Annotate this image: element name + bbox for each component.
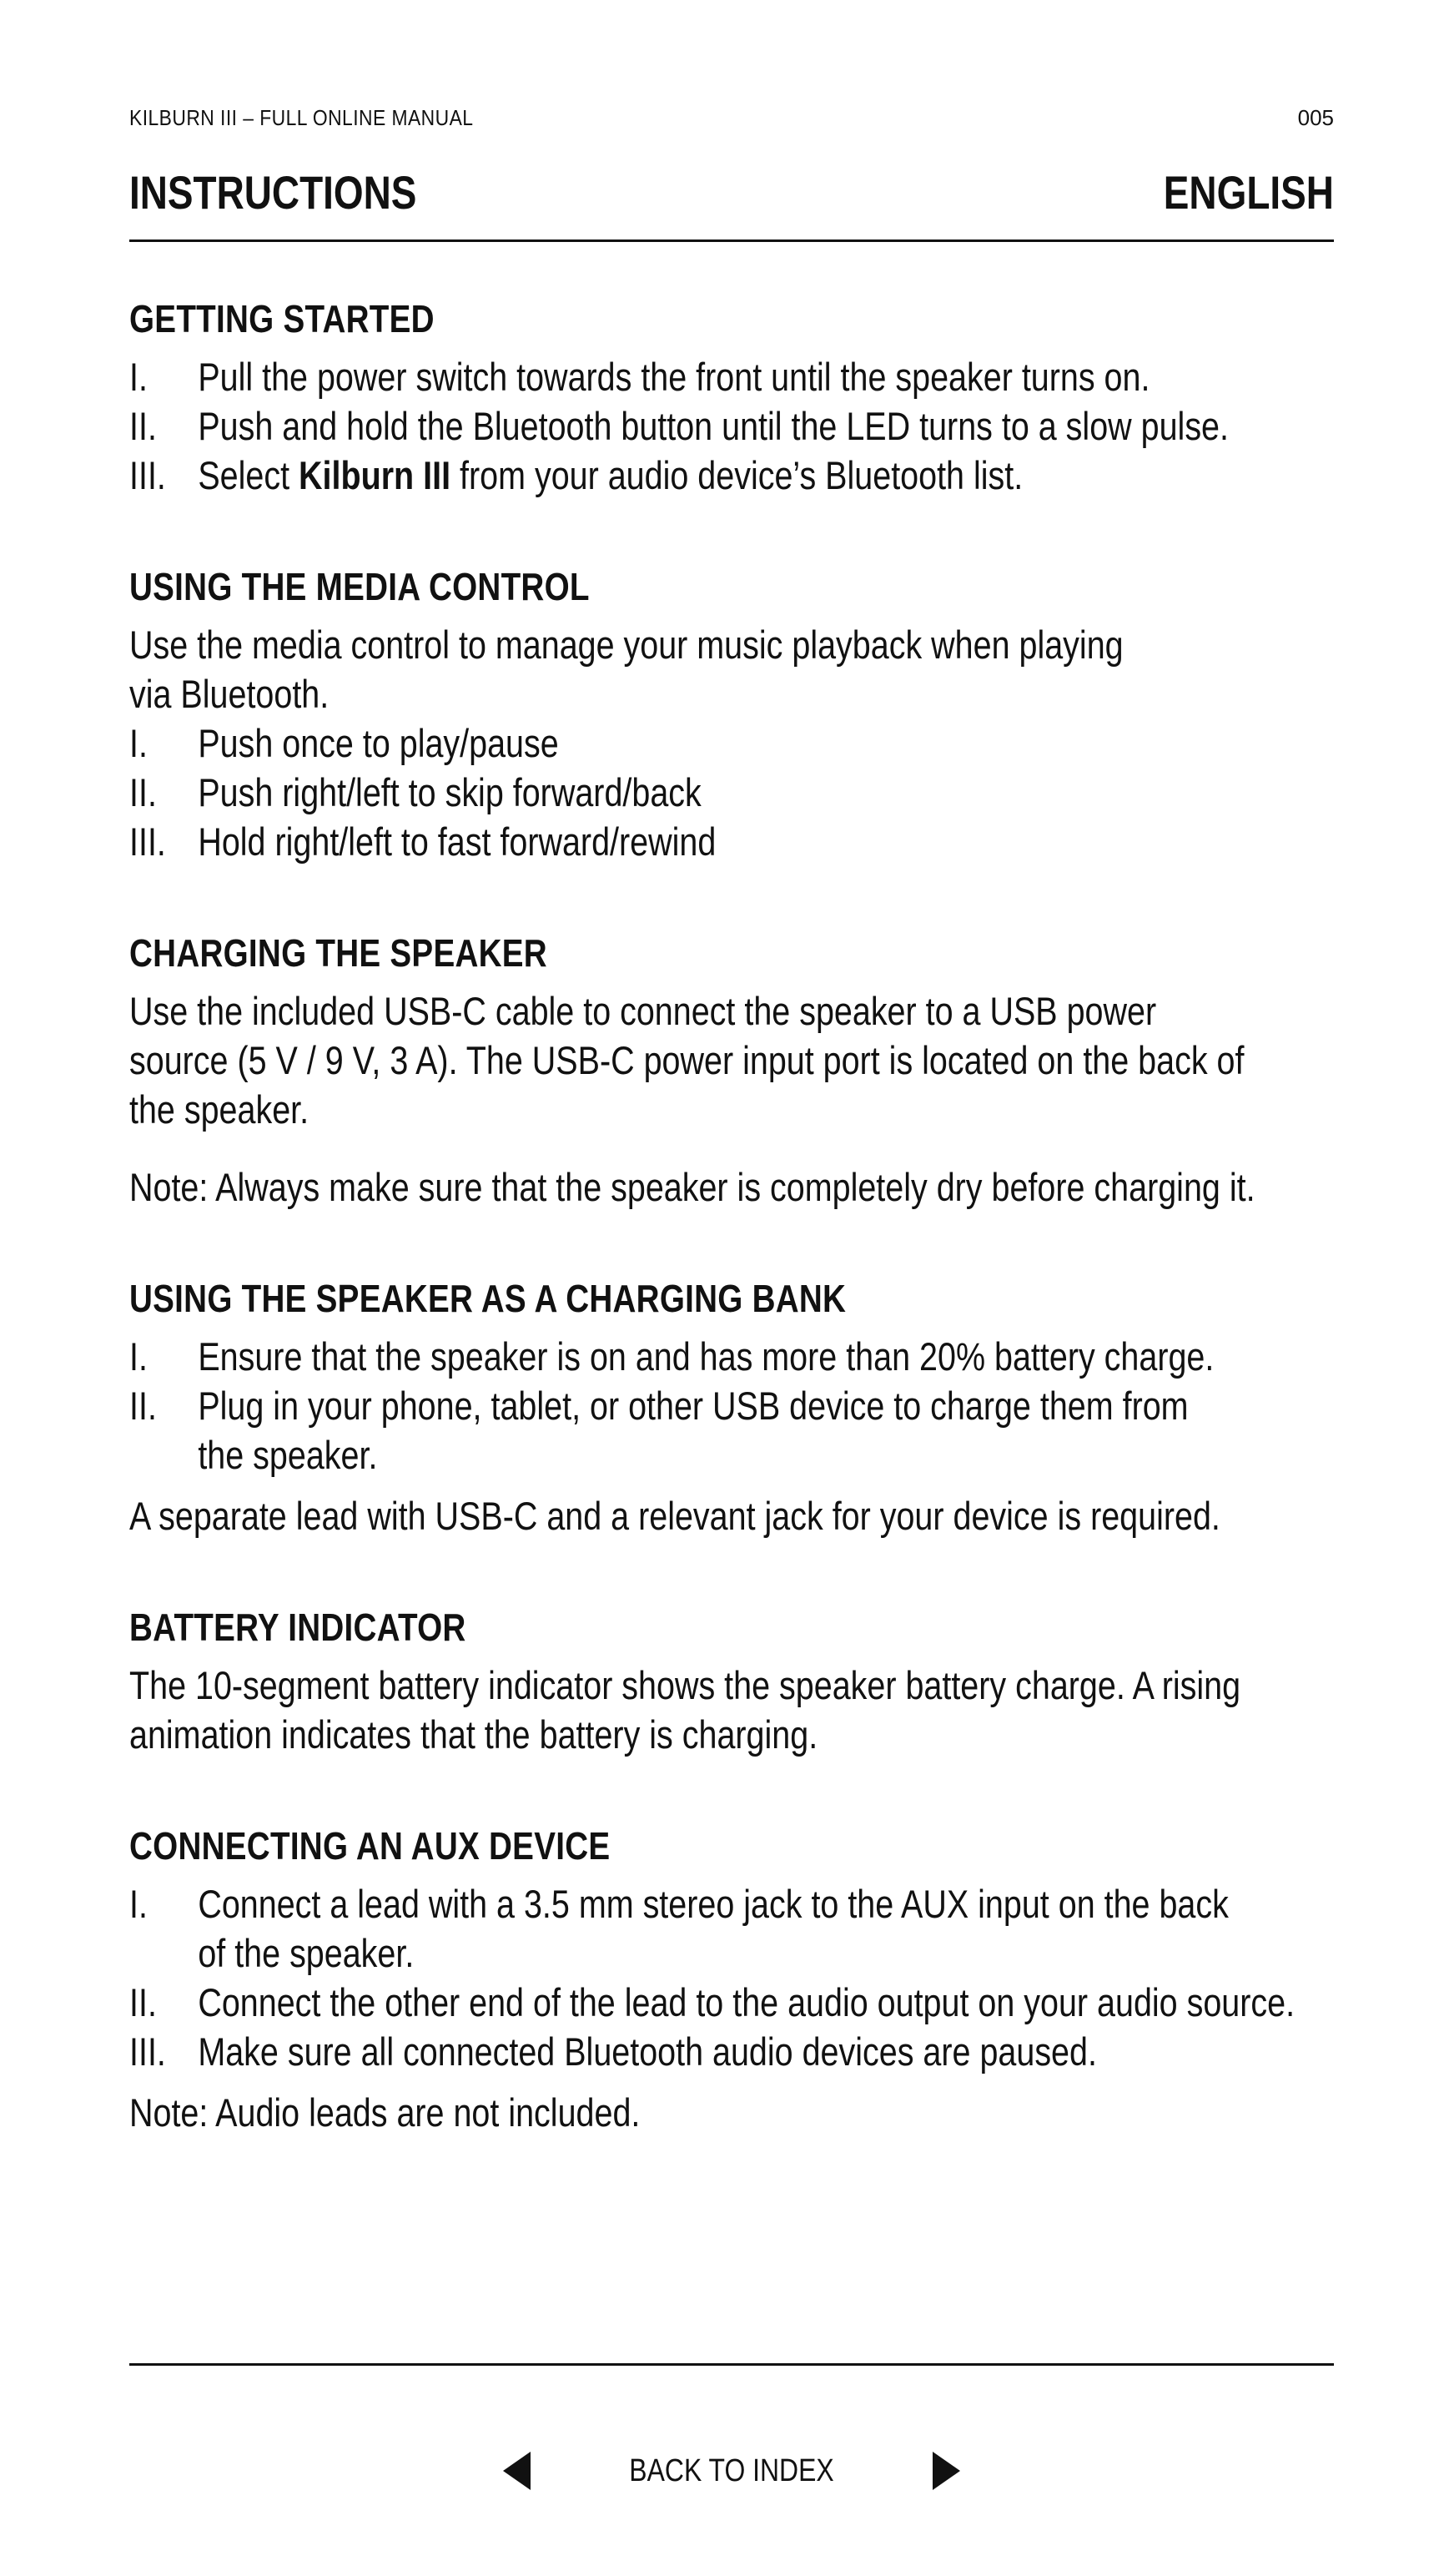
step-text: Hold right/left to fast forward/rewind: [198, 819, 717, 864]
step-number: I.: [129, 1334, 148, 1379]
step-number: I.: [129, 721, 148, 765]
step-text: Ensure that the speaker is on and has more than 20% battery charge.: [198, 1334, 1215, 1379]
list-item: [129, 2027, 1334, 2076]
document-title: KILBURN III – FULL ONLINE MANUAL: [129, 105, 474, 130]
step-number: II.: [129, 404, 157, 448]
list-item: [129, 352, 1334, 401]
section-charging-bank: [129, 1272, 1334, 1540]
step-number: III.: [129, 819, 166, 864]
step-number: II.: [129, 1384, 157, 1428]
paragraph-line: The 10-segment battery indicator shows the speaker battery charge. A rising: [129, 1663, 1241, 1707]
page-number: 005: [1297, 105, 1334, 130]
charging-bank-note: A separate lead with USB-C and a relevant jack for your device is required.: [129, 1494, 1220, 1538]
section-heading: GETTING STARTED: [129, 297, 435, 340]
step-text: Pull the power switch towards the front until the speaker turns on.: [198, 355, 1150, 399]
intro-line: via Bluetooth.: [129, 672, 330, 716]
title-row: [129, 165, 1334, 225]
step-text: Make sure all connected Bluetooth audio devices are paused.: [198, 2029, 1097, 2074]
intro-line: Use the media control to manage your music playback when playing: [129, 623, 1124, 667]
step-text-line: the speaker.: [198, 1433, 378, 1477]
list-item: [129, 1879, 1334, 1978]
section-paragraph: [129, 986, 1334, 1134]
section-heading: USING THE SPEAKER AS A CHARGING BANK: [129, 1277, 847, 1320]
step-number: I.: [129, 1882, 148, 1926]
step-text-line: Plug in your phone, tablet, or other USB device to charge them from: [198, 1384, 1189, 1428]
step-number: I.: [129, 355, 148, 399]
list-item: [129, 451, 1334, 500]
list-item: [129, 401, 1334, 451]
section-intro: [129, 620, 1334, 718]
manual-page: [129, 0, 1334, 2576]
section-media-control: [129, 560, 1334, 866]
section-battery-indicator: [129, 1601, 1334, 1759]
steps-list: [129, 1332, 1334, 1480]
triangle-right-icon[interactable]: [933, 2452, 960, 2490]
product-name: Kilburn III: [299, 453, 451, 497]
language-label: ENGLISH: [1163, 166, 1334, 219]
paragraph-line: the speaker.: [129, 1087, 309, 1132]
step-text: Connect the other end of the lead to the audio output on your audio source.: [198, 1980, 1296, 2024]
list-item: [129, 768, 1334, 817]
section-charging: [129, 926, 1334, 1212]
back-to-index-link[interactable]: BACK TO INDEX: [629, 2453, 834, 2488]
content: [129, 292, 1334, 2137]
list-item: [129, 1381, 1334, 1480]
steps-list: [129, 1879, 1334, 2076]
page-title: INSTRUCTIONS: [129, 166, 417, 219]
list-item: [129, 1332, 1334, 1381]
step-text: Push right/left to skip forward/back: [198, 770, 702, 814]
step-number: II.: [129, 1980, 157, 2024]
section-heading: USING THE MEDIA CONTROL: [129, 565, 590, 608]
section-paragraph: [129, 1661, 1334, 1759]
paragraph-line: source (5 V / 9 V, 3 A). The USB-C power input port is located on the back of: [129, 1038, 1245, 1082]
step-text-before: Select: [198, 453, 299, 497]
paragraph-line: animation indicates that the battery is charging.: [129, 1712, 818, 1757]
step-number: III.: [129, 453, 166, 497]
aux-note: Note: Audio leads are not included.: [129, 2090, 641, 2135]
section-heading: CHARGING THE SPEAKER: [129, 931, 547, 975]
section-heading: CONNECTING AN AUX DEVICE: [129, 1824, 611, 1868]
header-divider: [129, 239, 1334, 242]
step-number: II.: [129, 770, 157, 814]
footer-divider: [129, 2363, 1334, 2366]
running-header: [129, 105, 1333, 135]
section-getting-started: [129, 292, 1334, 500]
steps-list: [129, 718, 1334, 866]
section-aux: [129, 1819, 1334, 2137]
paragraph-line: Use the included USB-C cable to connect the speaker to a USB power: [129, 989, 1157, 1033]
step-text: Push and hold the Bluetooth button until the LED turns to a slow pulse.: [198, 404, 1229, 448]
steps-list: [129, 352, 1334, 500]
section-heading: BATTERY INDICATOR: [129, 1606, 466, 1649]
list-item: [129, 1978, 1334, 2027]
step-number: III.: [129, 2029, 166, 2074]
step-text-line: of the speaker.: [198, 1931, 415, 1975]
footer-navigation: [129, 2445, 1334, 2495]
step-text-line: Connect a lead with a 3.5 mm stereo jack to the AUX input on the back: [198, 1882, 1229, 1926]
charging-note: Note: Always make sure that the speaker is completely dry before charging it.: [129, 1165, 1255, 1209]
list-item: [129, 817, 1334, 866]
list-item: [129, 718, 1334, 768]
step-text-after: from your audio device’s Bluetooth list.: [450, 453, 1024, 497]
step-text: Push once to play/pause: [198, 721, 559, 765]
